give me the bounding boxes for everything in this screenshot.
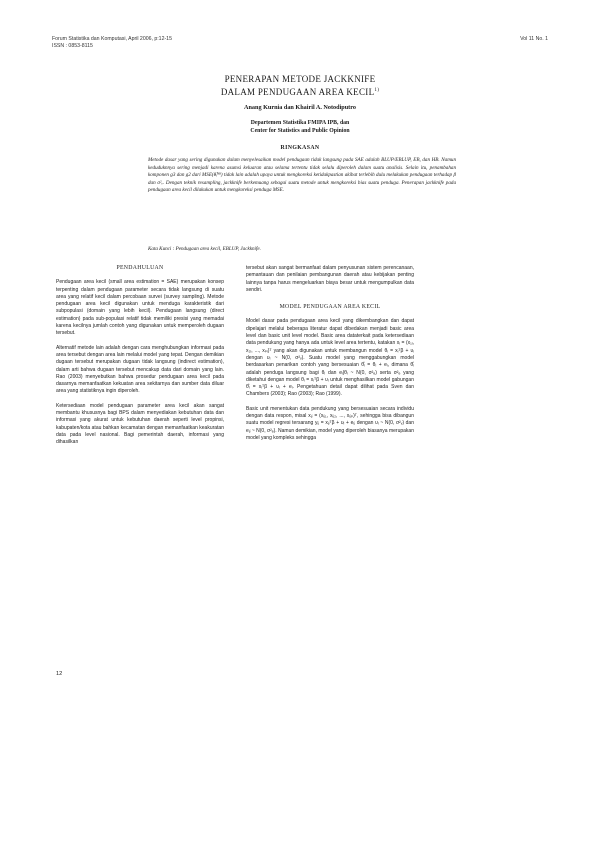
model-paragraph-1: Model dasar pada pendugaan area kecil yang dikembangkan dan dapat dipelajari melalui beberapa literatur dapat dibedakan menjadi basic area level dan basic unit level model. Basic area dataterkait pada ketersediaan data pendukung yang hanya ada untuk level area tertentu, katakan xᵢ = (x₁ᵢ, x₂ᵢ, ..., xₚᵢ)ᵀ yang akan digunakan untuk membangun model θᵢ = xᵢᵀβ + υᵢ dengan υᵢ ~ N(0, σ²ᵥ). Suatu model yang menggabungkan model berdasarkan penarikan contoh yang bersesuaian θ̂ᵢ = θᵢ + eᵢ, dimana θ̂ᵢ adalah penduga langsung bagi θᵢ dan eᵢ|θᵢ ~ N(0, σ²ₑ) serta σ²ₑ yang diketahui dengan model θᵢ = xᵢᵀβ + υᵢ untuk menghasilkan model gabungan θ̂ᵢ = xᵢᵀβ + υᵢ + eᵢ. Pengetahuan detail dapat dilihat pada Sven dan Chambers (2003); Rao (2003); Rao (1999). (246, 318, 414, 398)
affiliation-line-1: Departemen Statistika FMIPA IPB, dan (250, 120, 350, 126)
journal-issn: ISSN : 0853-8115 (52, 42, 93, 49)
title-line-2 (0, 85, 600, 98)
journal-volume: Vol 11 No. 1 (520, 36, 548, 42)
keywords (148, 246, 456, 252)
intro-paragraph-3: Ketersediaan model pendugaan parameter area kecil akan sangat membantu khususnya bagi BPS dalam menyediakan kebutuhan data dan informasi yang akurat untuk kebutuhan daerah seperti level propinsi, kabupaten/kota atau bahkan kecamatan dengan memanfaatkan keakuratan data pada level nasional. Bagi pemerintah daerah, informasi yang dihasilkan (56, 402, 224, 446)
title-footnote-mark: 1) (374, 88, 380, 93)
page-number: 12 (56, 671, 63, 677)
keywords-label: Kata Kunci : (148, 246, 175, 252)
affiliation (0, 119, 600, 135)
journal-header (52, 36, 172, 49)
intro-paragraph-1: Pendugaan area kecil (small area estimation = SAE) merupakan konsep terpenting dalam pendugaan parameter secara tidak langsung di suatu area yang relatif kecil dalam percobaan survei (survey sampling). Metode pendugaan area kecil digunakan untuk menduga karakteristik dari subpopulasi (domain yang lebih kecil). Pendugaan langsung (direct estimation) pada sub-populasi relatif tidak memiliki presisi yang memadai karena kecilnya jumlah contoh yang digunakan untuk memperoleh dugaan tersebut. (56, 279, 224, 337)
intro-paragraph-continued: tersebut akan sangat bermanfaat dalam penyusunan sistem perencanaan, pemantauan dan penilaian pembangunan daerah atau kebijakan penting lainnya tanpa harus mengeluarkan biaya besar untuk mengumpulkan data sendiri. (246, 265, 414, 293)
abstract-text: Metode dasar yang sering digunakan dalam menyelesaikan model pendugaan tidak langsung pada SAE adalah BLUP/EBLUP, EB, dan HB. Namun keduduknnya sering menjadi karena asumsi keluaran atau selama tertentu tidak selalu diperoleh dalam suatu analisis. Selain itu, penambahan komponen g3 dan g2 dari MSE(θ̂ᵢᴴᴮ) tidak lain adalah upaya untuk mengkoreksi ketidakpastian akibat terlebih dulu melakukan pendugaan terhadap β dan σ²ᵥ. Dengan teknik resampling, jackknife berkemuang sebagai suatu metode untuk mengkoreksi bias suatu penduga. Penerapan jackknife pada pendugaan area kecil dilakukan untuk mengkoreksi penduga MSE. (148, 157, 456, 194)
title-line-2-text: DALAM PENDUGAAN AREA KECIL (220, 87, 375, 97)
author-list: Anang Kurnia dan Khairil A. Notodiputro (244, 104, 356, 111)
section-heading-model: MODEL PENDUGAAN AREA KECIL (279, 304, 381, 311)
abstract-heading: RINGKASAN (280, 145, 320, 151)
title-line-1: PENERAPAN METODE JACKKNIFE (224, 74, 376, 84)
right-column (246, 265, 414, 449)
intro-paragraph-2: Alternatif metode lain adalah dengan cara menghubungkan informasi pada area tersebut dengan area lain melalui model yang tepat. Dengan demikian dugaan tersebut merupakan dugaan tidak langsung (indirect estimation), dalam arti bahwa dugaan tersebut mencakup data dari domain yang lain. Rao (2003) menyebutkan bahwa prosedur pendugaan area kecil pada dasarnya memanfaatkan kekuatan area sekitarnya dan sumber data diluar area yang statistiknya ingin diperoleh. (56, 344, 224, 395)
section-heading-introduction: PENDAHULUAN (116, 265, 164, 271)
paper-title (0, 74, 600, 98)
affiliation-line-2: Center for Statistics and Public Opinion (250, 128, 350, 134)
model-paragraph-2: Basic unit menentukan data pendukung yang bersesuaian secara individu dengan data respon, misal xᵢⱼ = (xᵢⱼ₁, xᵢⱼ₂, ..., xᵢⱼₚ)ᵀ, sehingga bisa dibangun suatu model regresi tersarang yᵢⱼ = xᵢⱼᵀβ + υᵢ + eᵢⱼ dengan υᵢ ~ N(0, σ²ᵥ) dan eᵢⱼ ~ N(0, σ²ₑ). Namun demikian, model yang diperoleh biasanya merupakan model yang kompleks sehingga (246, 405, 414, 441)
keywords-list: Pendugaan area kecil, EBLUP, Jackknife. (175, 246, 261, 252)
left-column (56, 265, 224, 454)
journal-name: Forum Statistika dan Komputasi, April 2006, p:12-15 (52, 36, 172, 42)
